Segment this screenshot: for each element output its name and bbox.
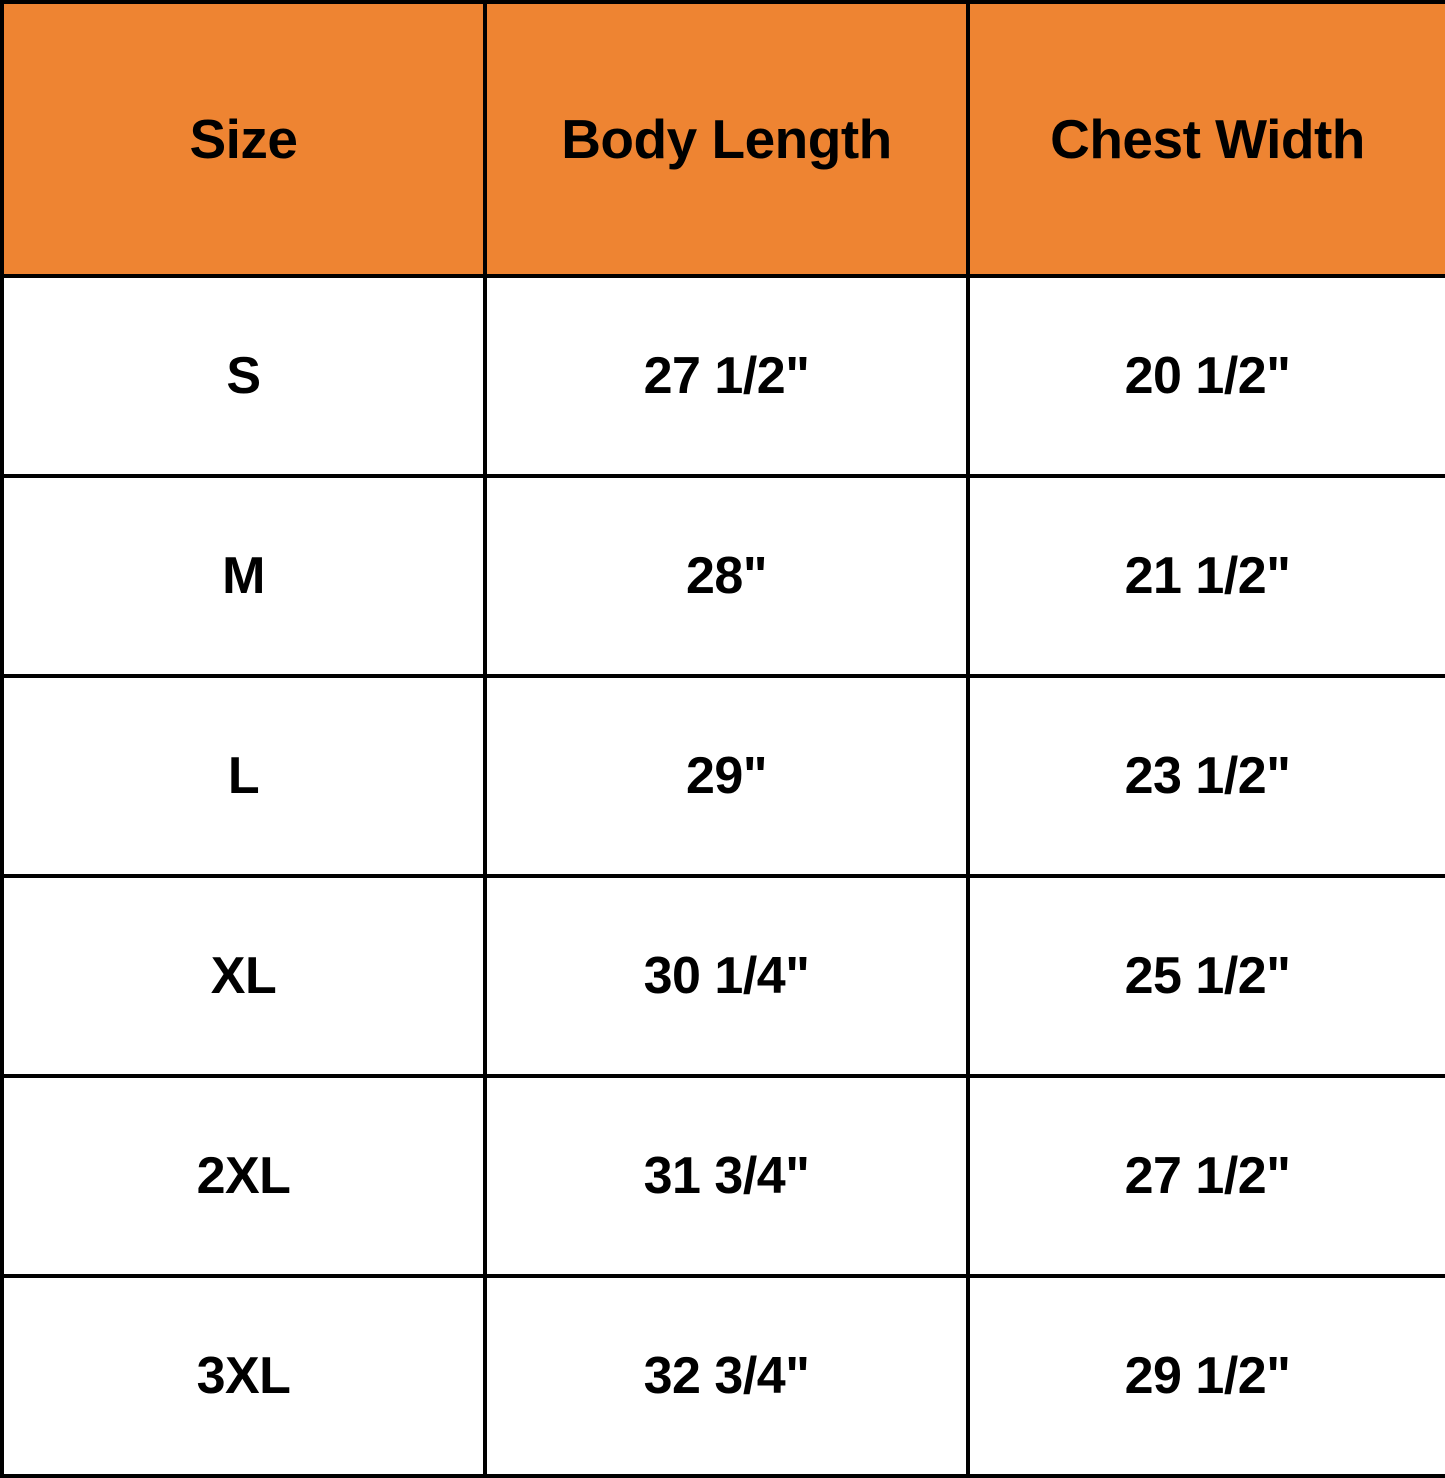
cell-chest-width: 25 1/2"	[968, 876, 1445, 1076]
cell-body-length: 31 3/4"	[485, 1076, 968, 1276]
cell-size: 2XL	[2, 1076, 485, 1276]
cell-size: XL	[2, 876, 485, 1076]
cell-body-length: 27 1/2"	[485, 276, 968, 476]
table-row	[2, 876, 1445, 1076]
cell-chest-width: 23 1/2"	[968, 676, 1445, 876]
table-body	[2, 276, 1445, 1476]
column-header-size: Size	[2, 2, 485, 276]
cell-body-length: 29"	[485, 676, 968, 876]
cell-body-length: 30 1/4"	[485, 876, 968, 1076]
header-row	[2, 2, 1445, 276]
cell-body-length: 32 3/4"	[485, 1276, 968, 1476]
column-header-body-length: Body Length	[485, 2, 968, 276]
column-header-chest-width: Chest Width	[968, 2, 1445, 276]
table-row	[2, 1276, 1445, 1476]
table-row	[2, 276, 1445, 476]
cell-chest-width: 29 1/2"	[968, 1276, 1445, 1476]
table-row	[2, 476, 1445, 676]
cell-size: S	[2, 276, 485, 476]
cell-size: M	[2, 476, 485, 676]
table-row	[2, 676, 1445, 876]
cell-chest-width: 27 1/2"	[968, 1076, 1445, 1276]
table-row	[2, 1076, 1445, 1276]
cell-chest-width: 21 1/2"	[968, 476, 1445, 676]
cell-body-length: 28"	[485, 476, 968, 676]
cell-size: L	[2, 676, 485, 876]
cell-size: 3XL	[2, 1276, 485, 1476]
cell-chest-width: 20 1/2"	[968, 276, 1445, 476]
table-header	[2, 2, 1445, 276]
